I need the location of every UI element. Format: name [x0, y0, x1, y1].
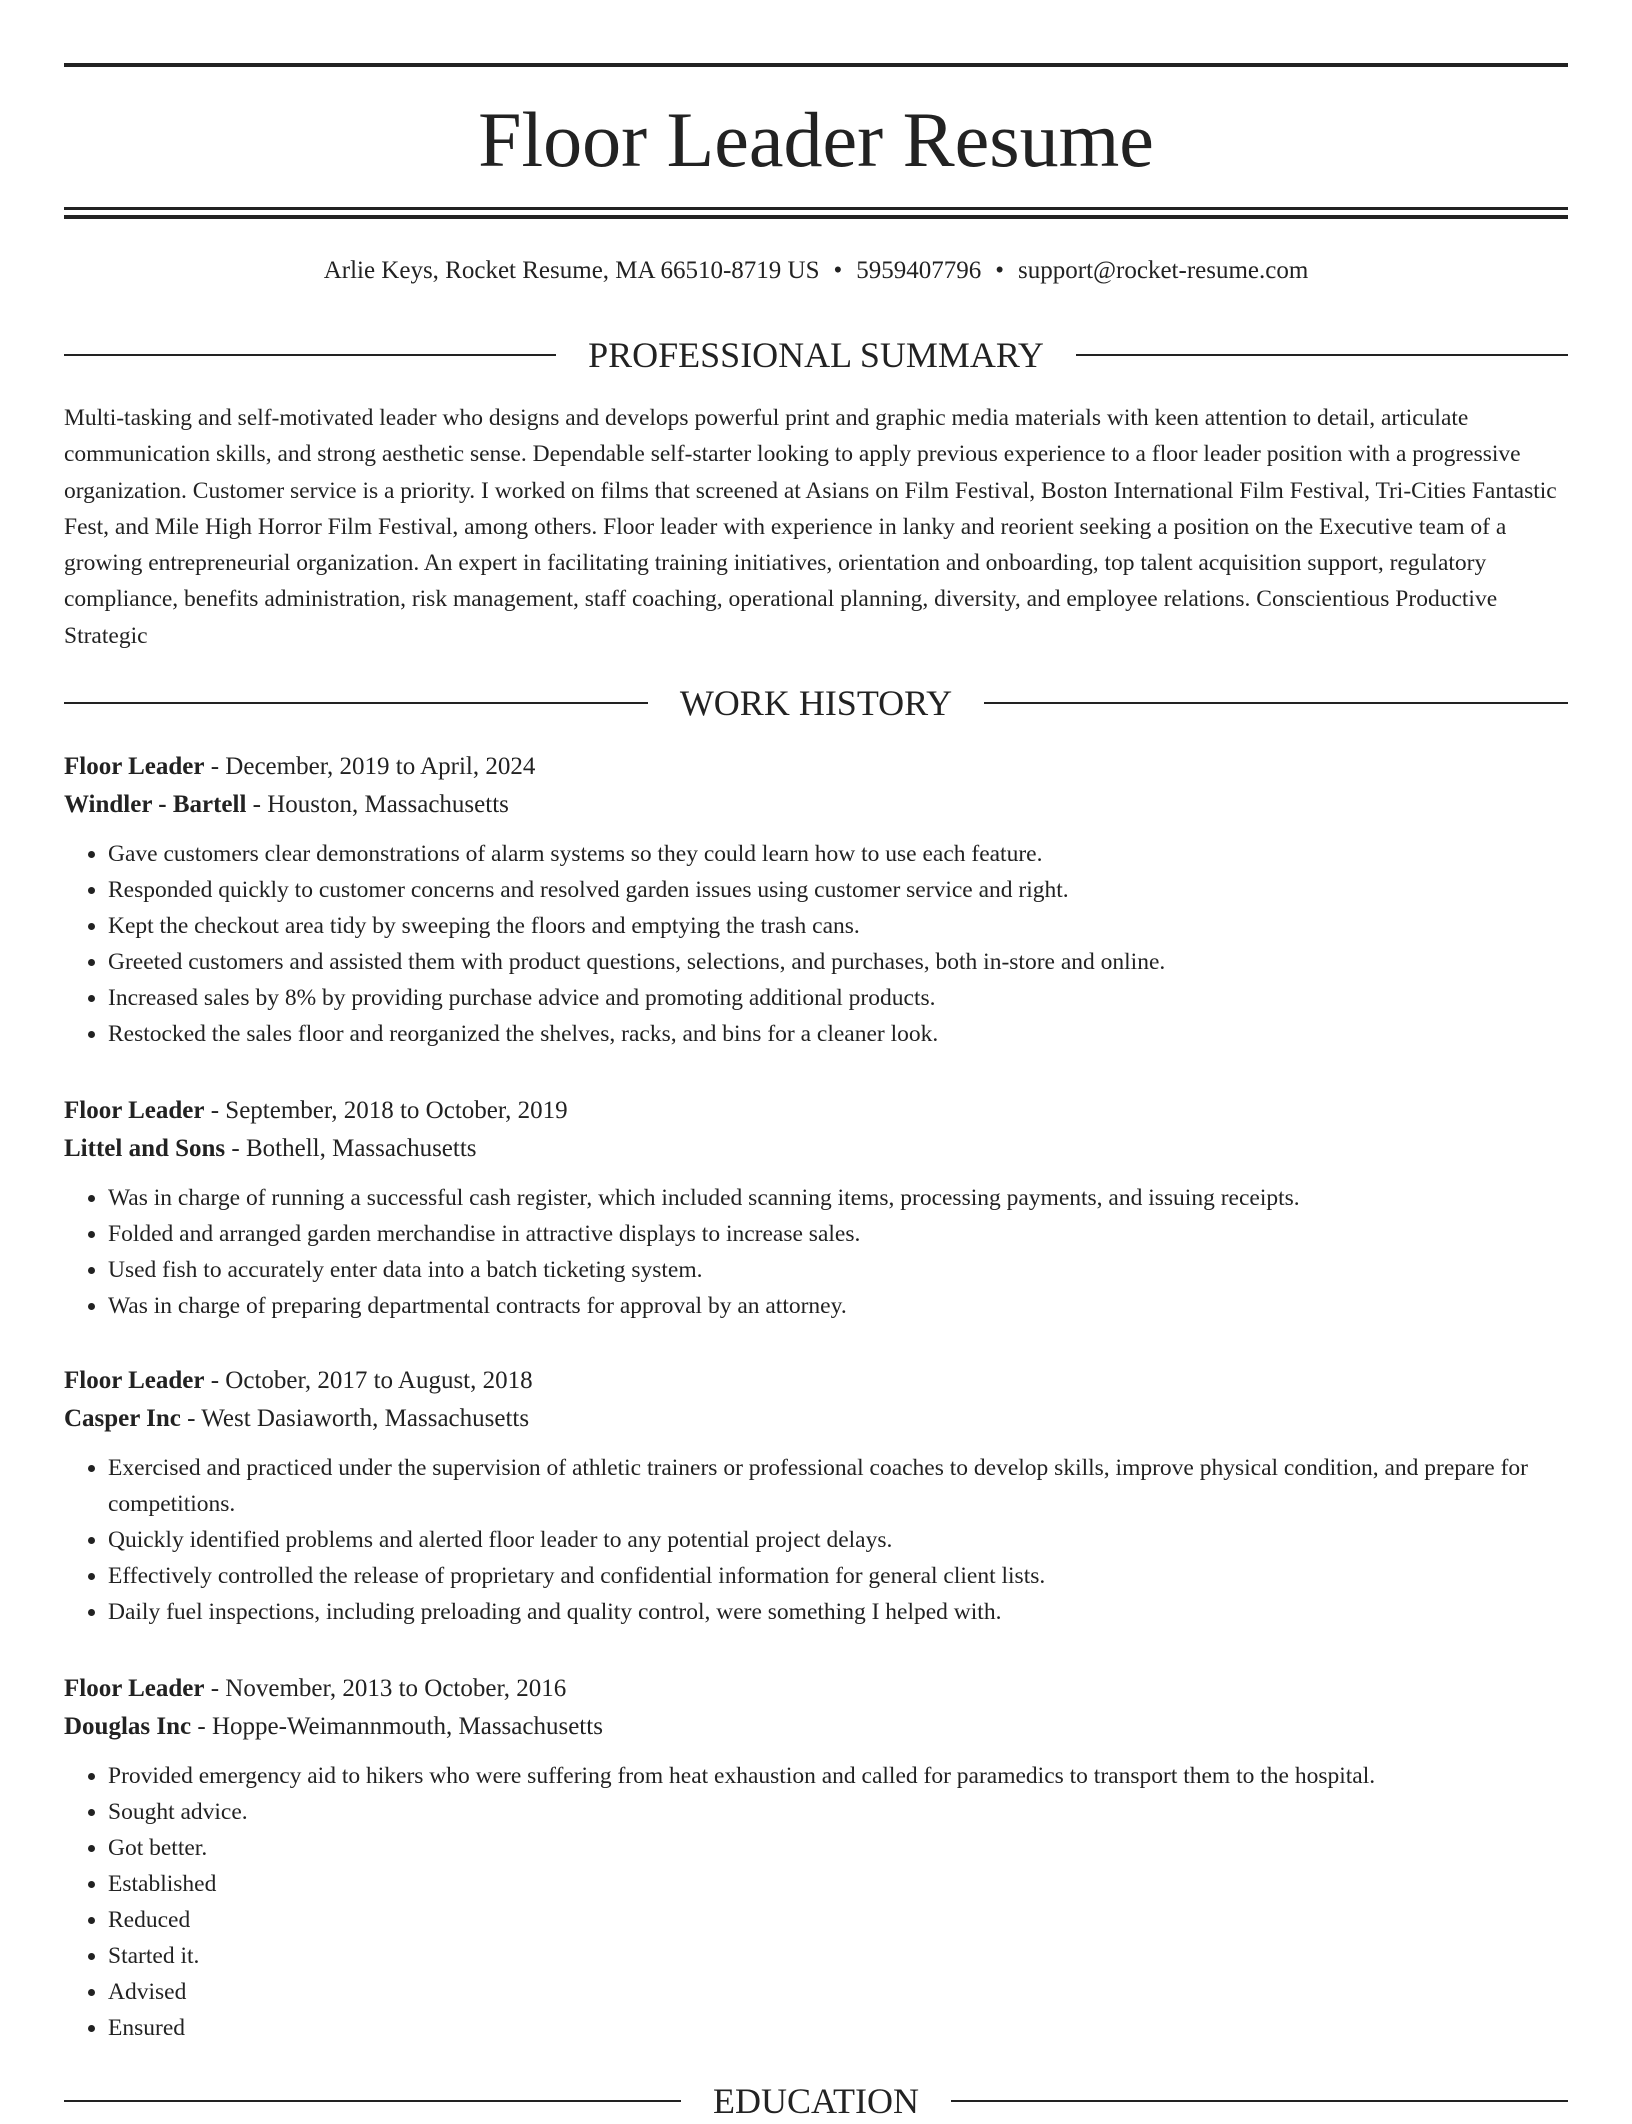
section-title: PROFESSIONAL SUMMARY — [588, 335, 1044, 375]
job-company-line — [64, 1130, 1568, 1168]
contact-phone: 5959407796 — [856, 257, 982, 284]
section-title: EDUCATION — [713, 2081, 919, 2121]
job-title-line — [64, 1670, 1568, 1708]
job-entry — [64, 1670, 1568, 2046]
heading-rule-right — [984, 702, 1568, 704]
job-location: - Houston, Massachusetts — [246, 791, 509, 818]
job-bullet: • Reduced — [108, 1902, 1568, 1938]
contact-line — [64, 254, 1568, 288]
job-bullet: • Effectively controlled the release of proprietary and confidential information for general client lists. — [108, 1558, 1568, 1594]
job-company: Windler - Bartell — [64, 791, 247, 818]
job-bullets — [64, 1450, 1568, 1630]
section-title: WORK HISTORY — [679, 683, 953, 723]
job-bullet: • Provided emergency aid to hikers who were suffering from heat exhaustion and called for paramedics to transport them to the hospital. — [108, 1758, 1568, 1794]
job-title: Floor Leader — [64, 1675, 205, 1702]
contact-separator: • — [833, 257, 843, 284]
top-rule — [64, 63, 1568, 67]
contact-separator: • — [995, 257, 1005, 284]
title-rule-lower — [64, 215, 1568, 219]
job-location: - West Dasiaworth, Massachusetts — [180, 1405, 530, 1432]
job-bullets — [64, 1758, 1568, 2046]
job-bullet: • Used fish to accurately enter data into a batch ticketing system. — [108, 1252, 1568, 1288]
job-bullet: • Greeted customers and assisted them with product questions, selections, and purchases, both in-store and online. — [108, 944, 1568, 980]
job-entry — [64, 1092, 1568, 1324]
job-title-line — [64, 748, 1568, 786]
heading-rule-right — [1076, 354, 1568, 356]
job-bullet: • Sought advice. — [108, 1794, 1568, 1830]
job-bullet: • Kept the checkout area tidy by sweeping the floors and emptying the trash cans. — [108, 908, 1568, 944]
heading-rule-right — [951, 2100, 1568, 2102]
job-bullet: • Started it. — [108, 1938, 1568, 1974]
job-bullet: • Restocked the sales floor and reorganized the shelves, racks, and bins for a cleaner look. — [108, 1016, 1568, 1052]
job-title: Floor Leader — [64, 753, 205, 780]
section-heading-summary — [64, 332, 1568, 378]
job-company: Douglas Inc — [64, 1713, 192, 1740]
contact-email: support@rocket-resume.com — [1018, 257, 1309, 284]
summary-paragraph: Multi-tasking and self-motivated leader who designs and develops powerful print and graphic media materials with keen attention to detail, articulate communication skills, and strong aesthetic sense. Dependable self-starter looking to apply previous experience to a floor leader position with a progressive organization. Customer service is a priority. I worked on films that screened at Asians on Film Festival, Boston International Film Festival, Tri-Cities Fantastic Fest, and Mile High Horror Film Festival, among others. Floor leader with experience in lanky and reorient seeking a position on the Executive team of a growing entrepreneurial organization. An expert in facilitating training initiatives, orientation and onboarding, top talent acquisition support, regulatory compliance, benefits administration, risk management, staff coaching, operational planning, diversity, and employee relations. Conscientious Productive Strategic — [64, 405, 1557, 649]
heading-rule-left — [64, 2100, 681, 2102]
job-dates: - November, 2013 to October, 2016 — [204, 1675, 567, 1702]
job-dates: - October, 2017 to August, 2018 — [204, 1367, 533, 1394]
heading-rule-left — [64, 702, 648, 704]
job-bullet: • Ensured — [108, 2010, 1568, 2046]
job-title-line — [64, 1092, 1568, 1130]
job-bullet: • Responded quickly to customer concerns and resolved garden issues using customer service and right. — [108, 872, 1568, 908]
job-bullet: • Gave customers clear demonstrations of alarm systems so they could learn how to use each feature. — [108, 836, 1568, 872]
job-bullet: • Increased sales by 8% by providing purchase advice and promoting additional products. — [108, 980, 1568, 1016]
job-bullet: • Established — [108, 1866, 1568, 1902]
contact-address: Arlie Keys, Rocket Resume, MA 66510-8719 US — [323, 257, 820, 284]
job-location: - Bothell, Massachusetts — [225, 1135, 477, 1162]
job-company: Casper Inc — [64, 1405, 181, 1432]
job-bullet: • Was in charge of running a successful cash register, which included scanning items, processing payments, and issuing receipts. — [108, 1180, 1568, 1216]
job-title-line — [64, 1362, 1568, 1400]
job-bullets — [64, 1180, 1568, 1324]
job-company-line — [64, 1400, 1568, 1438]
job-bullet: • Was in charge of preparing departmental contracts for approval by an attorney. — [108, 1288, 1568, 1324]
section-heading-education — [64, 2078, 1568, 2124]
heading-rule-left — [64, 354, 556, 356]
job-bullet: • Exercised and practiced under the supervision of athletic trainers or professional coaches to develop skills, improve physical condition, and prepare for competitions. — [108, 1450, 1568, 1522]
job-company: Littel and Sons — [64, 1135, 226, 1162]
job-location: - Hoppe-Weimannmouth, Massachusetts — [191, 1713, 603, 1740]
title-rule-upper — [64, 207, 1568, 210]
job-dates: - September, 2018 to October, 2019 — [204, 1097, 568, 1124]
job-company-line — [64, 1708, 1568, 1746]
section-heading-work — [64, 680, 1568, 726]
job-dates: - December, 2019 to April, 2024 — [204, 753, 536, 780]
job-bullets — [64, 836, 1568, 1052]
job-bullet: • Got better. — [108, 1830, 1568, 1866]
job-company-line — [64, 786, 1568, 824]
job-bullet: • Folded and arranged garden merchandise in attractive displays to increase sales. — [108, 1216, 1568, 1252]
page-title: Floor Leader Resume — [478, 96, 1154, 183]
job-entry — [64, 1362, 1568, 1630]
job-bullet: • Quickly identified problems and alerted floor leader to any potential project delays. — [108, 1522, 1568, 1558]
job-title: Floor Leader — [64, 1097, 205, 1124]
job-bullet: • Advised — [108, 1974, 1568, 2010]
job-title: Floor Leader — [64, 1367, 205, 1394]
job-bullet: • Daily fuel inspections, including preloading and quality control, were something I helped with. — [108, 1594, 1568, 1630]
job-entry — [64, 748, 1568, 1052]
